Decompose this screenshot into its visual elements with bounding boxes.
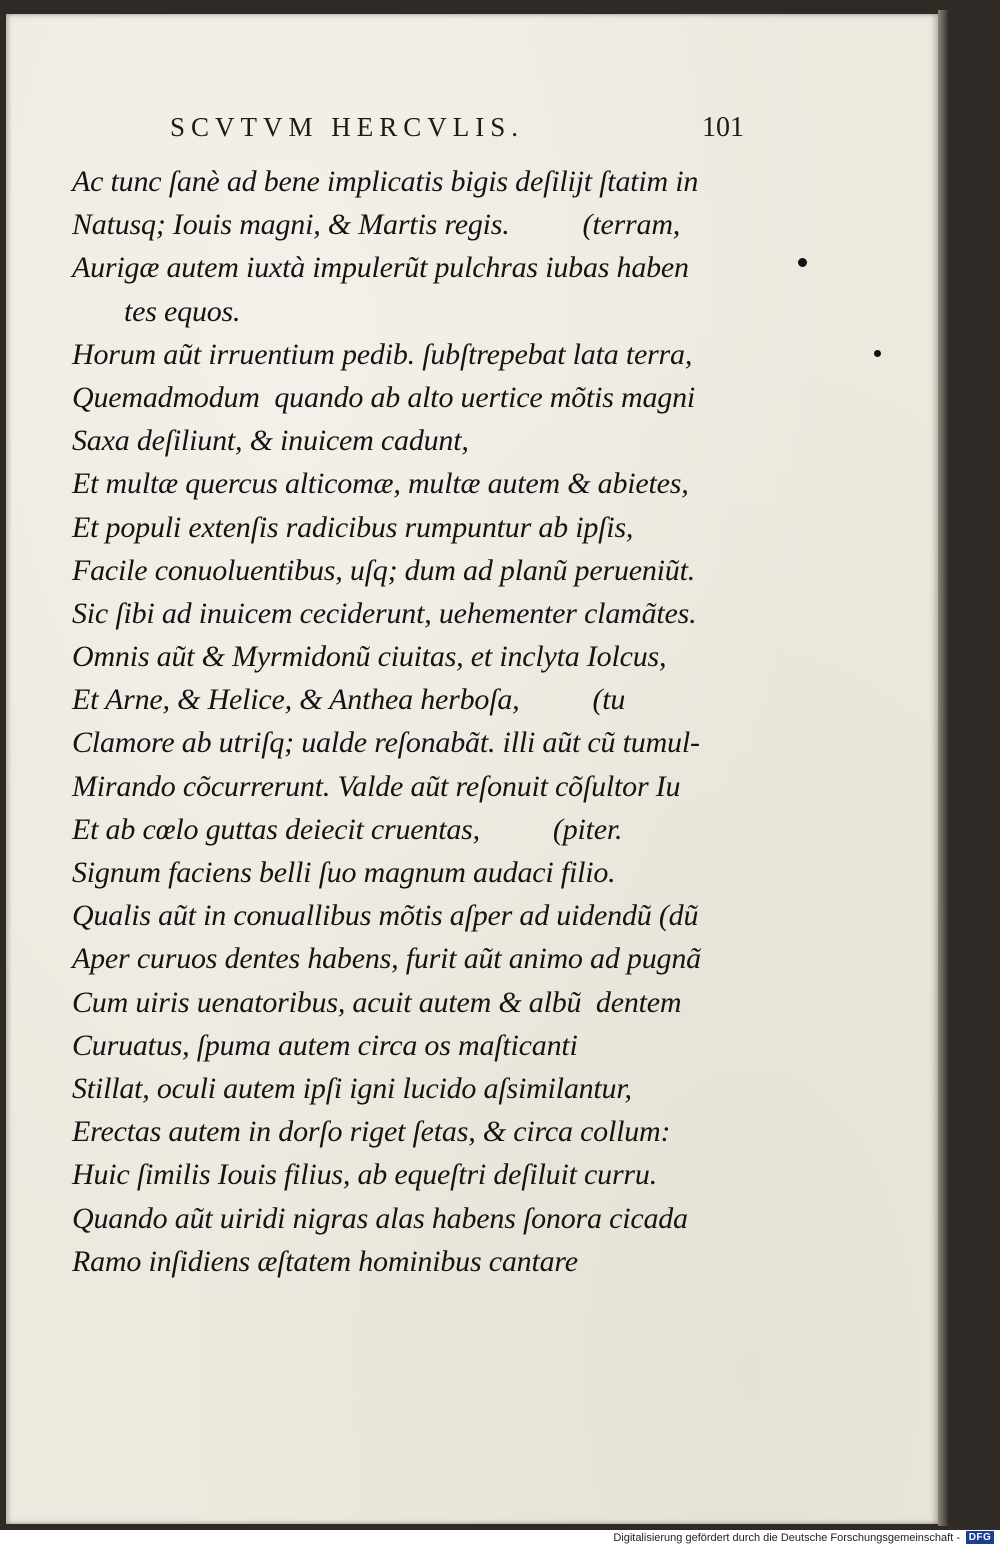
margin-dot-mark xyxy=(874,350,881,357)
verse-line: Ac tunc ſanè ad bene implicatis bigis deſilijt ſtatim in xyxy=(72,165,699,198)
dfg-logo[interactable]: DFG xyxy=(966,1531,994,1544)
verse-line: Sic ſibi ad inuicem ceciderunt, uehementer clamãtes. xyxy=(72,596,697,630)
verse-line: Signum faciens belli ſuo magnum audaci filio. xyxy=(72,856,616,889)
verse-line: Quando aũt uiridi nigras alas habens ſonora cicada xyxy=(72,1201,688,1235)
verse-line: Aper curuos dentes habens, furit aũt animo ad pugnã xyxy=(72,942,701,976)
verse-line: Omnis aũt & Myrmidonũ ciuitas, et inclyta Iolcus, xyxy=(72,640,667,674)
verse-line: Qualis aũt in conuallibus mõtis aſper ad uidendũ (dũ xyxy=(72,899,699,933)
margin-dot-mark xyxy=(798,258,807,267)
page-edge xyxy=(938,10,948,1526)
verse-line: Erectas autem in dorſo riget ſetas, & circa collum: xyxy=(72,1115,671,1149)
verse-line: tes equos. xyxy=(124,294,241,328)
verse-line: Et populi extenſis radicibus rumpuntur ab ipſis, xyxy=(72,510,634,544)
verse-line: Curuatus, ſpuma autem circa os maſticanti xyxy=(72,1028,578,1062)
verse-line: Aurigæ autem iuxtà impulerũt pulchras iubas haben xyxy=(72,251,689,285)
verse-line: Et ab cœlo guttas deiecit cruentas, (piter. xyxy=(72,812,623,846)
verse-line: Horum aũt irruentium pedib. ſubſtrepebat lata terra, xyxy=(72,337,693,371)
verse-line: Huic ſimilis Iouis filius, ab equeſtri deſiluit curru. xyxy=(72,1158,658,1192)
verse-line: Saxa deſiliunt, & inuicem cadunt, xyxy=(72,424,469,458)
verse-line: Facile conuoluentibus, uſq; dum ad planũ perueniũt. xyxy=(72,553,696,587)
page-number: 101 xyxy=(702,112,744,143)
verse-line: Et multæ quercus alticomæ, multæ autem & abietes, xyxy=(72,467,689,501)
verse-line: Et Arne, & Helice, & Anthea herboſa, (tu xyxy=(72,683,626,717)
verse-line: Clamore ab utriſq; ualde reſonabãt. illi aũt cũ tumul- xyxy=(72,726,700,760)
verse-line: Ramo inſidiens æſtatem hominibus cantare xyxy=(72,1244,578,1278)
verse-line: Stillat, oculi autem ipſi igni lucido aſsimilantur, xyxy=(72,1071,632,1105)
verse-line: Natusq; Iouis magni, & Martis regis. (terram, xyxy=(72,208,681,242)
running-head: SCVTVM HERCVLIS. xyxy=(170,112,525,142)
verse-line: Quemadmodum quando ab alto uertice mõtis magni xyxy=(72,380,696,414)
verse-line: Cum uiris uenatoribus, acuit autem & albũ dentem xyxy=(72,985,682,1019)
footer-credit: Digitalisierung gefördert durch die Deutsche Forschungsgemeinschaft - xyxy=(613,1532,960,1544)
verse-text xyxy=(72,160,701,1283)
verse-line: Mirando cõcurrerunt. Valde aũt reſonuit cõſultor Iu xyxy=(72,769,681,803)
